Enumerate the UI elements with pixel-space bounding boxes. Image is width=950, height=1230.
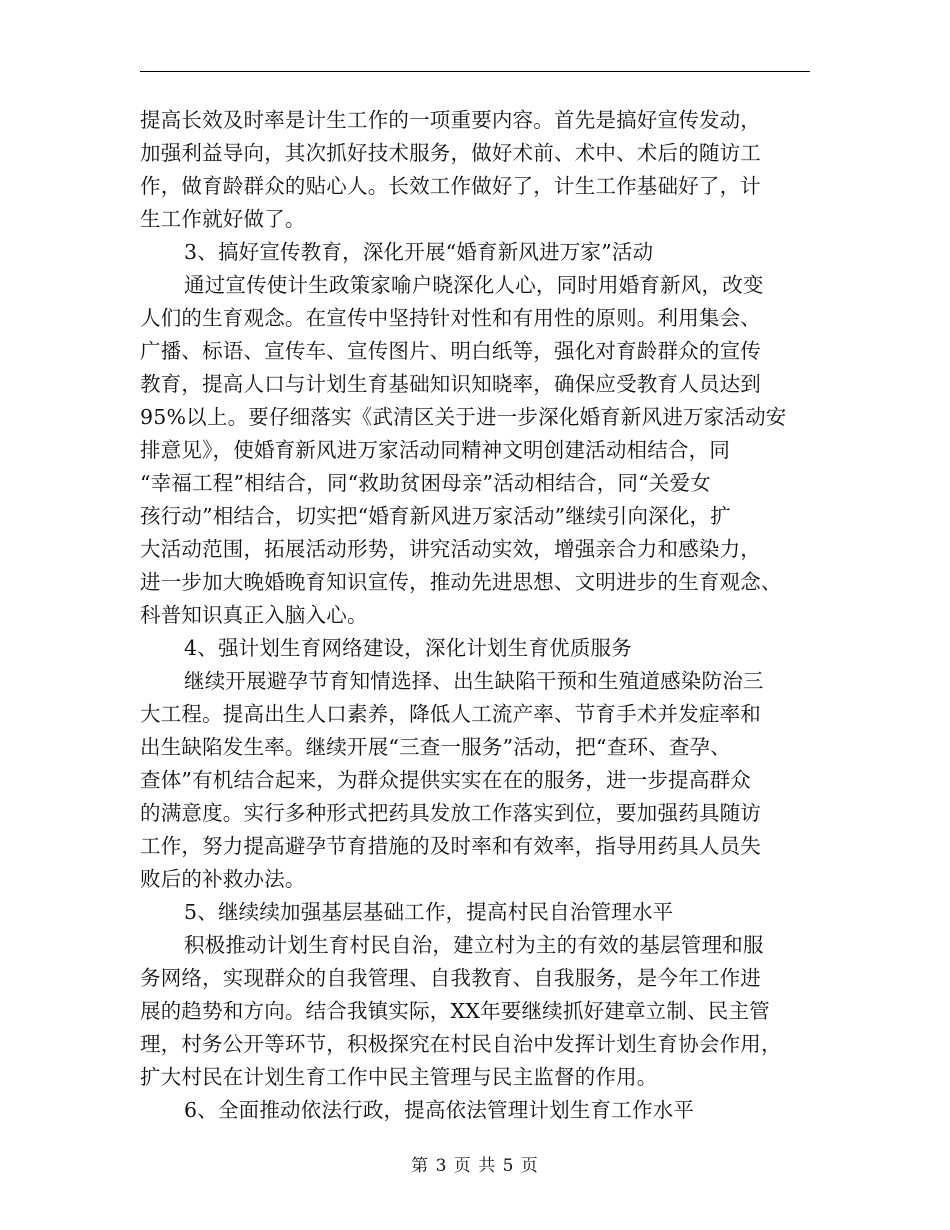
text-line: 大工程。提高出生人口素养，降低人工流产率、节育手术并发症率和 xyxy=(140,702,761,726)
paragraph xyxy=(140,104,812,236)
paragraph xyxy=(140,1094,812,1127)
text-line: 作，做育龄群众的贴心人。长效工作做好了，计生工作基础好了，计 xyxy=(140,174,761,198)
text-line: 理，村务公开等环节，积极探究在村民自治中发挥计划生育协会作用， xyxy=(140,1032,782,1056)
text-line: 加强利益导向，其次抓好技术服务，做好术前、术中、术后的随访工 xyxy=(140,141,761,165)
text-line: 查体”有机结合起来，为群众提供实实在在的服务，进一步提高群众 xyxy=(140,768,751,792)
text-line: 继续开展避孕节育知情选择、出生缺陷干预和生殖道感染防治三 xyxy=(184,669,764,693)
text-line: 教育，提高人口与计划生育基础知识知晓率，确保应受教育人员达到 xyxy=(140,372,761,396)
text-line: 的满意度。实行多种形式把药具发放工作落实到位，要加强药具随访 xyxy=(140,801,761,825)
paragraph xyxy=(140,632,812,665)
text-line: 提高长效及时率是计生工作的一项重要内容。首先是搞好宣传发动， xyxy=(140,108,761,132)
text-line: 败后的补救办法。 xyxy=(140,867,306,891)
text-line: 孩行动”相结合，切实把“婚育新风进万家活动”继续引向深化，扩 xyxy=(140,504,731,528)
text-line: 进一步加大晚婚晚育知识宣传，推动先进思想、文明进步的生育观念、 xyxy=(140,570,782,594)
text-line: 扩大村民在计划生育工作中民主管理与民主监督的作用。 xyxy=(140,1065,658,1089)
document-body xyxy=(140,104,812,1127)
text-line: 广播、标语、宣传车、宣传图片、明白纸等，强化对育龄群众的宣传 xyxy=(140,339,761,363)
text-line: 生工作就好做了。 xyxy=(140,207,306,231)
text-line: 3、搞好宣传教育，深化开展“婚育新风进万家”活动 xyxy=(184,240,654,264)
text-line: 积极推动计划生育村民自治，建立村为主的有效的基层管理和服 xyxy=(184,933,764,957)
text-line: 6、全面推动依法行政，提高依法管理计划生育工作水平 xyxy=(184,1098,695,1122)
paragraph xyxy=(140,665,812,896)
text-line: 排意见》，使婚育新风进万家活动同精神文明创建活动相结合，同 xyxy=(140,438,731,462)
page-number: 第 3 页 共 5 页 xyxy=(411,1156,539,1176)
text-line: 工作，努力提高避孕节育措施的及时率和有效率，指导用药具人员失 xyxy=(140,834,761,858)
paragraph xyxy=(140,236,812,269)
text-line: 95%以上。要仔细落实《武清区关于进一步深化婚育新风进万家活动安 xyxy=(140,405,787,429)
text-line: “幸福工程”相结合，同“救助贫困母亲”活动相结合，同“关爱女 xyxy=(140,471,711,495)
header-rule xyxy=(140,71,810,72)
text-line: 通过宣传使计生政策家喻户晓深化人心，同时用婚育新风，改变 xyxy=(184,273,764,297)
text-line: 5、继续续加强基层基础工作，提高村民自治管理水平 xyxy=(184,900,674,924)
text-line: 4、强计划生育网络建设，深化计划生育优质服务 xyxy=(184,636,632,660)
text-line: 出生缺陷发生率。继续开展“三查一服务”活动，把“查环、查孕、 xyxy=(140,735,731,759)
text-line: 务网络，实现群众的自我管理、自我教育、自我服务，是今年工作进 xyxy=(140,966,761,990)
text-line: 展的趋势和方向。结合我镇实际，XX年要继续抓好建章立制、民主管 xyxy=(140,999,770,1023)
paragraph xyxy=(140,929,812,1094)
text-line: 科普知识真正入脑入心。 xyxy=(140,603,368,627)
paragraph xyxy=(140,896,812,929)
text-line: 大活动范围，拓展活动形势，讲究活动实效，增强亲合力和感染力， xyxy=(140,537,761,561)
paragraph xyxy=(140,269,812,632)
text-line: 人们的生育观念。在宣传中坚持针对性和有用性的原则。利用集会、 xyxy=(140,306,761,330)
